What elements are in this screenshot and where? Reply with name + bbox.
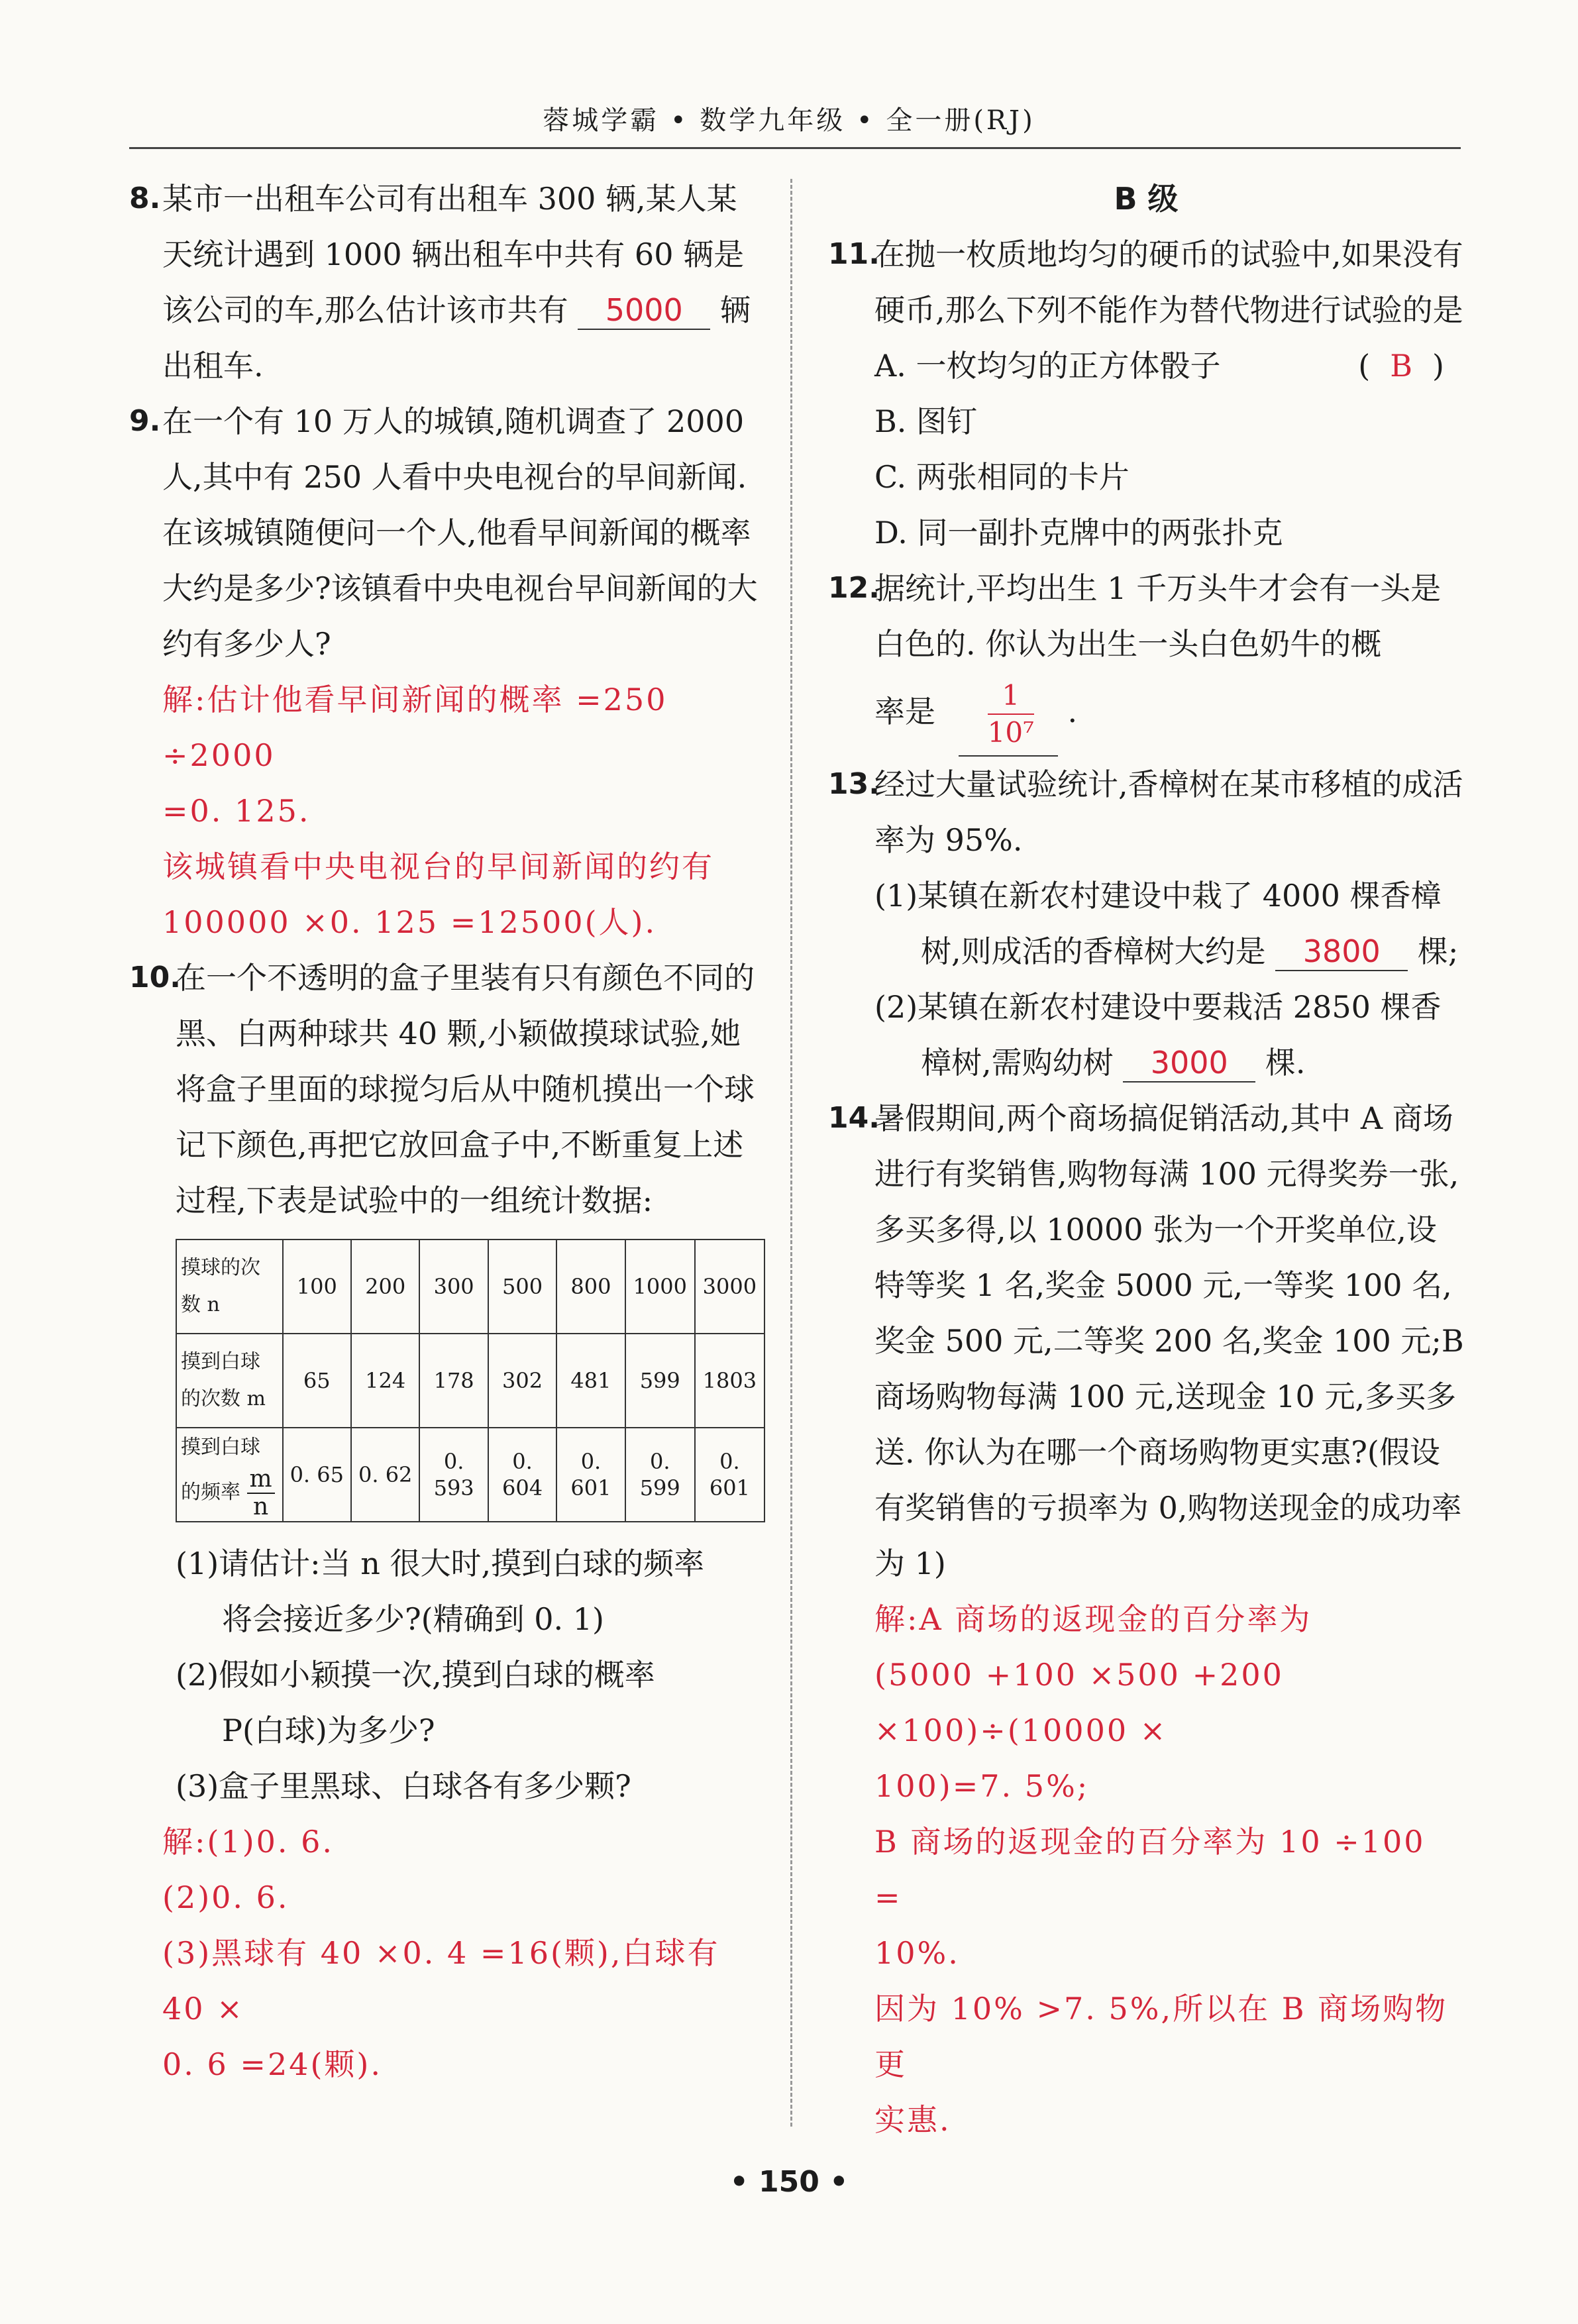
- paren-open: (: [1358, 348, 1391, 384]
- sub-question-2-cont: [828, 1035, 1464, 1090]
- sub-question-1-cont: 将会接近多少?(精确到 0. 1): [222, 1601, 604, 1637]
- table-cell: 300: [419, 1240, 488, 1334]
- solution-14-line-2: (5000 +100 ×500 +200 ×100)÷(10000 ×: [874, 1657, 1284, 1748]
- table-row-label: 摸到白球的次数 m: [176, 1334, 283, 1428]
- answer-blank: 3000: [1123, 1044, 1255, 1083]
- level-heading: B 级: [1114, 181, 1179, 217]
- fraction-denominator: 10⁷: [987, 716, 1034, 749]
- question-text: 在抛一枚质地均匀的硬币的试验中,如果没有硬币,那么下列不能作为替代物进行试验的是: [874, 237, 1463, 328]
- solution-10-line-4: 0. 6 =24(颗).: [162, 2046, 382, 2082]
- table-cell: 599: [625, 1334, 695, 1428]
- answer-blank: 5000: [578, 291, 710, 330]
- fraction-m-over-n: [247, 1466, 275, 1520]
- paren-close: ): [1432, 348, 1464, 384]
- question-number: 12.: [828, 571, 880, 605]
- table-cell: 0. 601: [556, 1428, 625, 1522]
- page-number: • 150 •: [729, 2165, 849, 2199]
- page-header-title: 蓉城学霸 • 数学九年级 • 全一册(RJ): [543, 105, 1035, 136]
- sub-question-1: (1)请估计:当 n 很大时,摸到白球的频率: [176, 1546, 705, 1581]
- table-cell: 0. 601: [695, 1428, 764, 1522]
- table-row-label: [176, 1428, 283, 1522]
- table-cell: 65: [283, 1334, 351, 1428]
- question-text: 经过大量试验统计,香樟树在某市移植的成活率为 95%.: [874, 766, 1463, 858]
- table-cell: 178: [419, 1334, 488, 1428]
- question-12: [828, 560, 1464, 672]
- option-d: D. 同一副扑克牌中的两张扑克: [874, 515, 1283, 551]
- question-text: 某市一出租车公司有出租车 300 辆,某人某天统计遇到 1000 辆出租车中共有 60 辆是该公司的车,那么估计该市共有: [162, 181, 745, 328]
- question-text: 在一个不透明的盒子里装有只有颜色不同的黑、白两种球共 40 颗,小颖做摸球试验,她将盒子里面的球搅匀后从中随机摸出一个球记下颜色,再把它放回盒子中,不断重复上述过程,下表是试验中的一组统计数据:: [176, 960, 755, 1218]
- choice-answer: B: [1390, 348, 1433, 384]
- table-cell: 3000: [695, 1240, 764, 1334]
- question-number: 8.: [129, 182, 161, 215]
- solution-14-line-6: 因为 10% >7. 5%,所以在 B 商场购物更: [874, 1991, 1448, 2082]
- question-12-answer-line: [828, 672, 1464, 757]
- table-row: [176, 1240, 764, 1334]
- sub-question-2: (2)假如小颖摸一次,摸到白球的概率: [176, 1657, 655, 1693]
- sub-question-1-cont: [828, 924, 1464, 979]
- solution-9-line-2: =0. 125.: [162, 793, 311, 829]
- question-number: 11.: [828, 237, 880, 271]
- question-text: 暑假期间,两个商场搞促销活动,其中 A 商场进行有奖销售,购物每满 100 元得奖券一张,多买多得,以 10000 张为一个开奖单位,设特等奖 1 名,奖金 5000 元,一等奖 100 名,奖金 500 元,二等奖 200 名,奖金 100 元;B 商场购物每满 100 元,送现金 10 元,多买多送. 你认为在哪一个商场购物更实惠?(假设有奖销售的亏损率为 0,购物送现金的成功率为 1): [874, 1100, 1464, 1581]
- question-13: [828, 757, 1464, 868]
- table-cell: 124: [351, 1334, 419, 1428]
- sub-text: 樟树,需购幼树: [921, 1045, 1114, 1081]
- option-c: C. 两张相同的卡片: [874, 459, 1130, 495]
- header-rule: [129, 147, 1461, 149]
- answer-fraction: [988, 678, 1034, 751]
- sub-text-end: 棵;: [1417, 933, 1459, 969]
- question-8: [129, 171, 765, 394]
- option-b: B. 图钉: [874, 403, 978, 439]
- left-column: [129, 171, 765, 2092]
- question-number: 14.: [828, 1101, 880, 1135]
- question-text-end: 率是: [874, 694, 935, 729]
- question-number: 13.: [828, 767, 880, 801]
- frequency-label: 摸到白球的频率: [181, 1436, 260, 1504]
- table-cell: 1000: [625, 1240, 695, 1334]
- sub-text: 树,则成活的香樟树大约是: [921, 933, 1266, 969]
- fraction-denominator: n: [253, 1493, 269, 1520]
- solution-10-line-1: 解:(1)0. 6.: [162, 1824, 335, 1860]
- answer-parentheses: [1358, 338, 1464, 394]
- answer-blank: [959, 672, 1058, 757]
- solution-14-line-5: 10%.: [874, 1935, 960, 1971]
- solution-9-line-3: 该城镇看中央电视台的早间新闻的约有: [162, 849, 714, 884]
- solution-14-line-3: 100)=7. 5%;: [874, 1768, 1090, 1804]
- solution-10-line-3: (3)黑球有 40 ×0. 4 =16(颗),白球有 40 ×: [162, 1935, 720, 2027]
- experiment-data-table: [176, 1239, 765, 1522]
- question-9: [129, 394, 765, 672]
- table-cell: 0. 62: [351, 1428, 419, 1522]
- table-cell: 302: [488, 1334, 556, 1428]
- table-cell: 0. 604: [488, 1428, 556, 1522]
- solution-14-line-4: B 商场的返现金的百分率为 10 ÷100 =: [874, 1824, 1426, 1915]
- solution-14-line-1: 解:A 商场的返现金的百分率为: [874, 1601, 1312, 1637]
- table-cell: 800: [556, 1240, 625, 1334]
- question-text: 在一个有 10 万人的城镇,随机调查了 2000 人,其中有 250 人看中央电视台的早间新闻. 在该城镇随便问一个人,他看早间新闻的概率大约是多少?该镇看中央电视台早间新闻的大约有多少人?: [162, 403, 758, 662]
- sub-question-1: (1)某镇在新农村建设中栽了 4000 棵香樟: [874, 878, 1442, 914]
- table-row: [176, 1428, 764, 1522]
- sub-question-3: (3)盒子里黑球、白球各有多少颗?: [176, 1768, 631, 1804]
- table-cell: 0. 599: [625, 1428, 695, 1522]
- fraction-numerator: 1: [988, 678, 1034, 715]
- question-14: [828, 1090, 1464, 1591]
- table-cell: 481: [556, 1334, 625, 1428]
- table-row-label: 摸球的次数 n: [176, 1240, 283, 1334]
- solution-10-line-2: (2)0. 6.: [162, 1879, 289, 1915]
- table-cell: 0. 65: [283, 1428, 351, 1522]
- solution-14-line-7: 实惠.: [874, 2102, 951, 2138]
- question-text: 据统计,平均出生 1 千万头牛才会有一头是白色的. 你认为出生一头白色奶牛的概: [874, 570, 1442, 662]
- sub-question-2: (2)某镇在新农村建设中要栽活 2850 棵香: [874, 989, 1442, 1025]
- fraction-numerator: m: [247, 1466, 275, 1494]
- table-cell: 500: [488, 1240, 556, 1334]
- solution-9-line-4: 100000 ×0. 125 =12500(人).: [162, 904, 657, 940]
- right-column: [828, 171, 1464, 2148]
- answer-blank: 3800: [1275, 933, 1408, 971]
- table-cell: 1803: [695, 1334, 764, 1428]
- table-cell: 200: [351, 1240, 419, 1334]
- option-a: A. 一枚均匀的正方体骰子: [874, 348, 1221, 384]
- sub-text-end: 棵.: [1265, 1045, 1306, 1081]
- period: .: [1067, 694, 1078, 729]
- question-10: [129, 950, 765, 1228]
- question-number: 9.: [129, 404, 161, 438]
- table-cell: 0. 593: [419, 1428, 488, 1522]
- table-cell: 100: [283, 1240, 351, 1334]
- question-text-end: 辆出租车.: [162, 292, 751, 384]
- question-number: 10.: [129, 961, 181, 994]
- column-divider: [790, 179, 792, 2127]
- table-row: [176, 1334, 764, 1428]
- sub-question-2-cont: P(白球)为多少?: [222, 1713, 435, 1748]
- solution-9-line-1: 解:估计他看早间新闻的概率 =250 ÷2000: [162, 682, 668, 773]
